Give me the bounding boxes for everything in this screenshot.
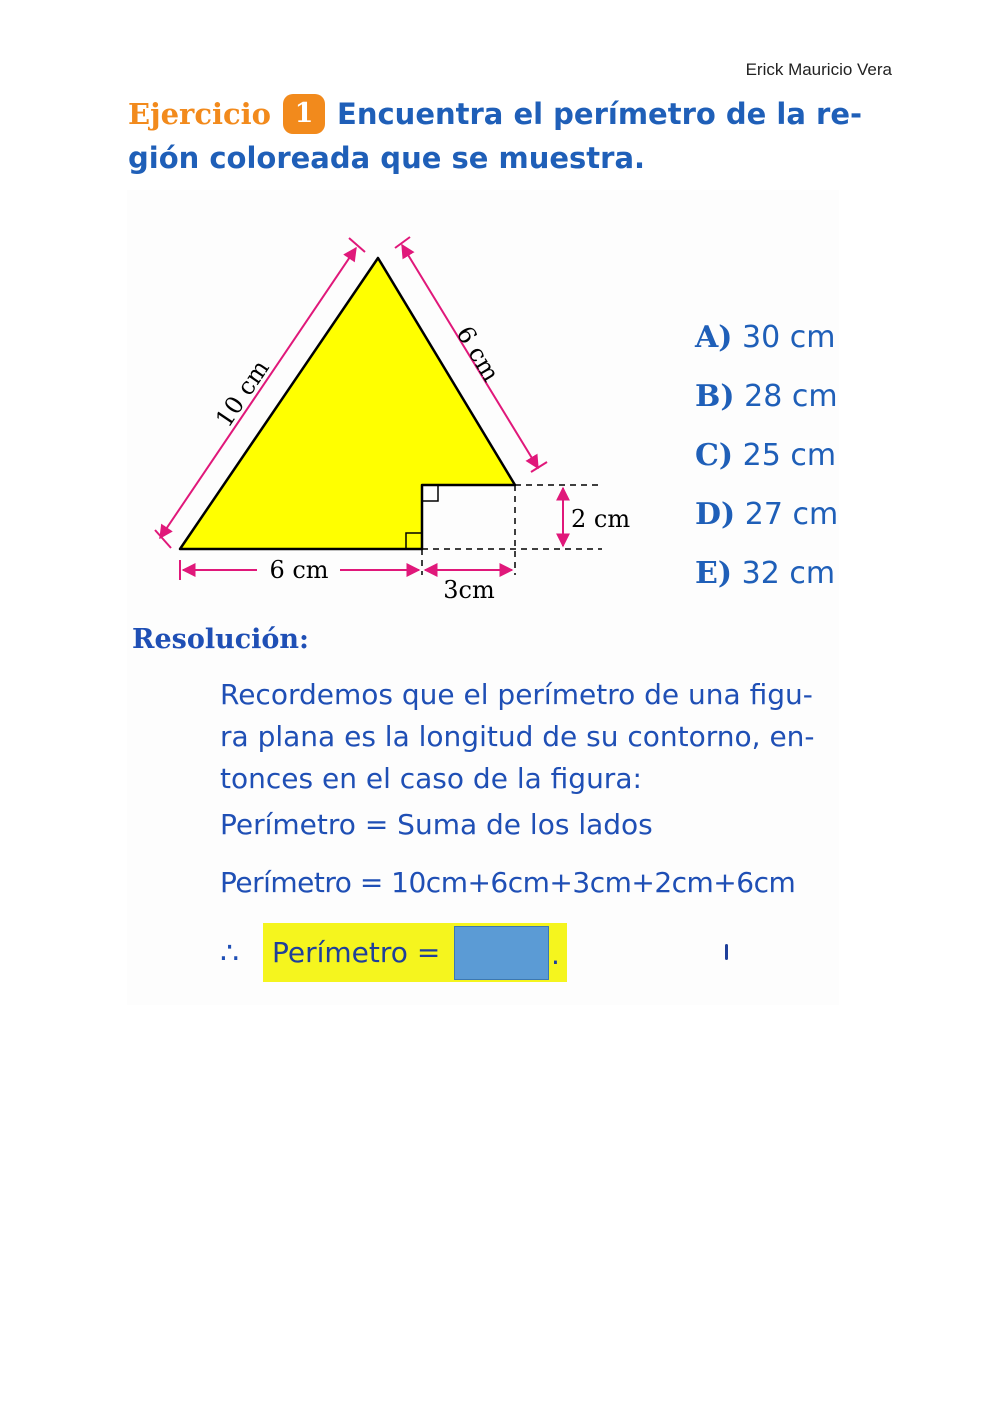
label-step-width: 3cm [443, 576, 495, 604]
triangle-figure [127, 220, 667, 610]
exercise-label: Ejercicio [128, 97, 272, 131]
label-side-right: 6 cm [450, 321, 506, 387]
exercise-title [128, 92, 863, 180]
option-value: 30 cm [742, 320, 836, 355]
answer-input[interactable] [454, 926, 549, 980]
resolution-line1: Recordemos que el perímetro de una figu- [220, 678, 813, 711]
option-value: 25 cm [742, 438, 837, 473]
option-a [695, 318, 838, 377]
option-c [695, 436, 838, 495]
therefore-symbol: ∴ [220, 936, 240, 971]
resolution-text [220, 674, 850, 800]
option-value: 32 cm [741, 556, 836, 591]
stray-mark [725, 944, 728, 960]
option-letter: D) [695, 497, 736, 532]
exercise-statement-line2: gión coloreada que se muestra. [128, 141, 646, 175]
resolution-line3: tonces en el caso de la figura: [220, 762, 642, 795]
label-base: 6 cm [269, 556, 329, 584]
option-b [695, 377, 838, 436]
resolution-title: Resolución: [132, 624, 310, 655]
option-e [695, 554, 838, 613]
author-name: Erick Mauricio Vera [745, 60, 892, 79]
option-letter: B) [695, 379, 735, 414]
label-step-height: 2 cm [571, 505, 631, 533]
exercise-statement-line1: Encuentra el perímetro de la re- [337, 97, 863, 131]
option-letter: C) [695, 438, 734, 473]
equation-perimeter: Perímetro = 10cm+6cm+3cm+2cm+6cm [220, 866, 796, 899]
option-value: 27 cm [744, 497, 839, 532]
label-side-left: 10 cm [209, 354, 275, 433]
answer-label: Perímetro = [272, 936, 441, 969]
option-value: 28 cm [744, 379, 838, 414]
option-letter: E) [695, 556, 733, 591]
option-d [695, 495, 838, 554]
answer-options [695, 318, 838, 613]
equation-sum-of-sides: Perímetro = Suma de los lados [220, 808, 653, 841]
answer-dot: . [551, 938, 560, 971]
right-angle-mark-upper [422, 485, 438, 501]
option-letter: A) [695, 320, 733, 355]
exercise-number-badge: 1 [283, 94, 325, 134]
resolution-line2: ra plana es la longitud de su contorno, en- [220, 720, 815, 753]
